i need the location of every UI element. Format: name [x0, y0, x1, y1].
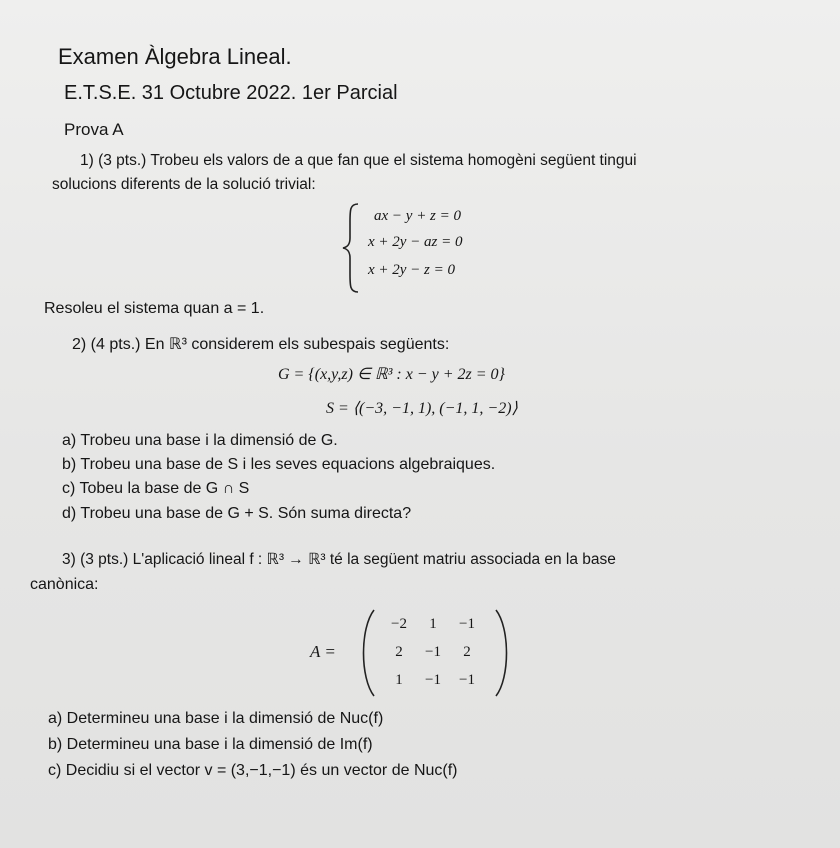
left-brace-icon [340, 200, 364, 296]
q3-item-a: a) Determineu una base i la dimensió de Nuc(f) [48, 710, 384, 727]
q3-item-c: c) Decidiu si el vector v = (3,−1,−1) és un vector de Nuc(f) [48, 762, 458, 779]
q3-intro-line2: canònica: [30, 576, 99, 593]
matrix-cell: −1 [425, 644, 441, 660]
exam-title: Examen Àlgebra Lineal. [58, 44, 292, 69]
q3-item-b: b) Determineu una base i la dimensió de Im(f) [48, 736, 373, 753]
q1-equation-1: ax − y + z = 0 [374, 208, 462, 224]
q1-resolve: Resoleu el sistema quan a = 1. [44, 300, 265, 317]
exam-subtitle: E.T.S.E. 31 Octubre 2022. 1er Parcial [64, 82, 398, 104]
q1-equation-2: x + 2y − az = 0 [368, 234, 463, 250]
matrix-cell: −1 [459, 672, 475, 688]
q2-intro: 2) (4 pts.) En ℝ³ considerem els subespais següents: [72, 336, 450, 353]
left-paren-icon [358, 608, 378, 698]
q2-G-definition: G = {(x,y,z) ∈ ℝ³ : x − y + 2z = 0} [278, 366, 505, 383]
matrix-cell: 2 [463, 644, 471, 660]
matrix-cell: −1 [425, 672, 441, 688]
q1-equation-system [340, 200, 520, 296]
q1-intro-line1: 1) (3 pts.) Trobeu els valors de a que fan que el sistema homogèni següent tingui [80, 152, 637, 169]
right-paren-icon [492, 608, 512, 698]
matrix-cell: −2 [391, 616, 407, 632]
exam-version: Prova A [64, 120, 124, 139]
q3-matrix [310, 608, 530, 698]
q1-equation-3: x + 2y − z = 0 [368, 262, 456, 278]
q1-intro-line2: solucions diferents de la solució trivial: [52, 176, 316, 193]
q2-item-d: d) Trobeu una base de G + S. Són suma directa? [62, 505, 412, 522]
q2-item-b: b) Trobeu una base de S i les seves equacions algebraiques. [62, 456, 496, 473]
q2-S-definition: S = ⟨(−3, −1, 1), (−1, 1, −2)⟩ [326, 400, 518, 417]
matrix-label: A = [310, 642, 336, 661]
q2-item-c: c) Tobeu la base de G ∩ S [62, 480, 250, 497]
matrix-cell: 1 [429, 616, 437, 632]
matrix-cell: 2 [395, 644, 403, 660]
matrix-cell: −1 [459, 616, 475, 632]
matrix-cell: 1 [395, 672, 403, 688]
q3-intro-line1: 3) (3 pts.) L'aplicació lineal f : ℝ³ → ℝ³ té la següent matriu associada en la base [62, 551, 616, 568]
q2-item-a: a) Trobeu una base i la dimensió de G. [62, 432, 338, 449]
